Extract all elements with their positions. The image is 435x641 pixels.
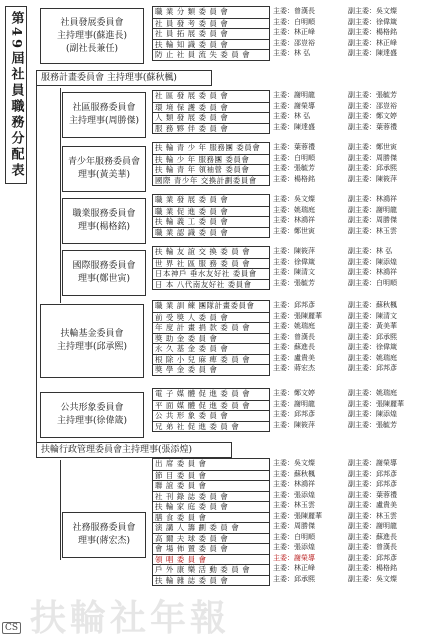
- table-row: 服 務 夥 伴 委 員 會: [153, 123, 269, 134]
- table-row: 高 爾 夫 球 委 員 會: [153, 533, 269, 544]
- table-row: 聯 誼 委 員 會: [153, 480, 269, 491]
- sub-committee-table: [152, 246, 270, 290]
- chair-list: 主委：陳筱萍 主委：徐偉箴 主委：陳清文 主委：張毓芳: [273, 247, 315, 287]
- table-row: 永 久 基 金 委 員 會: [153, 343, 269, 354]
- sub-committee-table: [152, 458, 270, 586]
- committee-box-community: 社區服務委員會 主持理事(周勝傑): [62, 92, 146, 138]
- vocational-header: 扶輪行政管理委員會主持理事(張添煌): [36, 442, 232, 458]
- table-row: 職 業 分 類 委 員 會: [155, 7, 229, 16]
- table-row: 扶 輪 家 庭 委 員 會: [153, 501, 269, 512]
- table-row: 環 境 保 護 委 員 會: [153, 102, 269, 113]
- services-header: 服務計畫委員會 主持理事(蘇秋楓): [36, 70, 212, 86]
- table-row: 平 面 媒 體 促 進 委 員 會: [153, 400, 269, 411]
- table-row: 扶 輪 義 工 委 員 會: [153, 216, 269, 227]
- vice-chair-list: 副主委：張毓芳 副主委：邵豈裕 副主委：鄭文婷 副主委：葉蓉禮: [348, 91, 397, 131]
- sub-committee-table: [152, 194, 270, 238]
- table-row: 職 業 發 展 委 員 會: [155, 195, 229, 204]
- table-row: 前 受 獎 人 委 員 會: [153, 312, 269, 323]
- table-row: 年 度 計 畫 捐 款 委 員 會: [153, 322, 269, 333]
- vice-chair-list: 副主委：林鴻祥 副主委：謝明龍 副主委：周勝傑 副主委：林玉雲: [348, 195, 397, 235]
- committee-box-club-service: 社務服務委員會 理事(蔣宏杰): [62, 512, 146, 558]
- table-row: 職 業 訓 練 團隊計畫委員會: [155, 301, 255, 310]
- table-row: 會 場 佈 置 委 員 會: [153, 543, 269, 554]
- page-title: 第49屆社員職務分配表: [5, 6, 27, 184]
- chair-list: 主委：邱邦彥 主委：張陳麗華 主委：姚瑞庭 主委：曾漢長 主委：蘇進長 主委：盧貴美 主委：蔣宏杰: [273, 301, 322, 372]
- table-row: 扶 輪 青 少 年 服務團 委員會: [155, 143, 261, 152]
- committee-box-international: 國際服務委員會 理事(鄭世寅): [62, 250, 146, 296]
- vice-chair-list: 副主委：鄭世寅 副主委：周勝傑 副主委：邱承熙 副主委：陳筱萍: [348, 143, 397, 183]
- sub-committee-table: [152, 388, 270, 432]
- vice-chair-list: 副主委：蘇秋楓 副主委：陳清文 副主委：黃美華 副主委：邱承熙 副主委：徐偉箴 副主委：姚瑞庭 副主委：邱邦彥: [348, 301, 397, 372]
- table-row: 扶 輪 青 年 領袖營 委員會: [153, 164, 269, 175]
- watermark: 扶輪社年報: [30, 597, 231, 639]
- table-row: 職 業 認 識 委 員 會: [153, 227, 269, 238]
- table-row: 世 界 社 區 服 務 委 員 會: [153, 258, 269, 269]
- table-row: 社 員 發 考 委 員 會: [153, 18, 269, 29]
- table-row: 日 本 八代南友好社 委員會: [153, 279, 269, 290]
- chair-list: 主委：鄭文婷 主委：謝明龍 主委：邱邦彥 主委：陳筱萍: [273, 389, 315, 429]
- table-row: 兄 弟 社 促 進 委 員 會: [153, 421, 269, 432]
- chair-list: 主委：謝明龍 主委：謝榮導 主委：林 弘 主委：陳達盛: [273, 91, 315, 131]
- table-row: 獎 助 金 委 員 會: [153, 333, 269, 344]
- table-row: 扶 輪 友 誼 交 換 委 員 會: [155, 247, 251, 256]
- cs-badge-icon: CS: [2, 622, 21, 634]
- table-row: 扶 輪 知 識 委 員 會: [153, 39, 269, 50]
- table-row: 公 共 形 象 委 員 會: [153, 410, 269, 421]
- chair-list: 主委：吳文燦 主委：蘇秋楓 主委：林鴻祥 主委：張添煌 主委：林玉雲 主委：張陳麗華 主委：周勝傑 主委：白明順 主委：張添煌 主委：謝榮導 主委：林正峰 主委：邱承熙: [273, 459, 322, 583]
- sub-committee-table: [152, 142, 270, 186]
- table-row: 出 席 委 員 會: [155, 459, 207, 468]
- table-row: 社 刊 錄 誌 委 員 會: [153, 491, 269, 502]
- chair-list: 主委：葉蓉禮 主委：白明順 主委：張毓芳 主委：楊格銘: [273, 143, 315, 183]
- committee-box-membership: 社員發展委員會 主持理事(蘇進長) (副社長兼任): [40, 8, 144, 64]
- table-row: 膳 食 委 員 會: [153, 512, 269, 523]
- table-row: 電 子 媒 體 促 進 委 員 會: [155, 389, 251, 398]
- table-row: 演 講 人 籌 劃 委 員 會: [153, 522, 269, 533]
- committee-box-vocational: 職業服務委員會 理事(楊格銘): [62, 198, 146, 244]
- committee-box-youth: 青少年服務委員會 理事(黃美華): [62, 146, 146, 192]
- table-row: 根 除 小 兒 麻 痺 委 員 會: [153, 354, 269, 365]
- connector-line: [36, 82, 37, 452]
- table-row: 扶 輪 雜 誌 委 員 會: [153, 575, 269, 586]
- table-row: 社 區 發 展 委 員 會: [155, 91, 229, 100]
- connector-line: [60, 460, 61, 560]
- vice-chair-list: 副主委：林 弘 副主委：陳添煌 副主委：林鴻祥 副主委：白明順: [348, 247, 397, 287]
- table-row: 職 業 促 進 委 員 會: [153, 206, 269, 217]
- vice-chair-list: 副主委：姚瑞庭 副主委：張陳麗華 副主委：陳添煌 副主委：張毓芳: [348, 389, 404, 429]
- committee-box-foundation: 扶輪基金委員會 主持理事(邱承熙): [40, 304, 144, 378]
- sub-committee-table: [152, 90, 270, 134]
- committee-box-public-image: 公共形象委員會 主持理事(徐偉箴): [40, 392, 144, 438]
- table-row: 防 止 社 員 流 失 委 員 會: [153, 49, 269, 60]
- table-row: 獎 學 金 委 員 會: [153, 364, 269, 375]
- vice-chair-list: 副主委：謝榮導 副主委：邱邦彥 副主委：邱邦彥 副主委：葉蓉禮 副主委：盧貴美 副主委：林玉雲 副主委：謝明龍 副主委：蘇進長 副主委：曾漢長 副主委：邱邦彥 副主委：楊格銘 副主委：吳文燦: [348, 459, 397, 583]
- table-row: 人 類 發 展 委 員 會: [153, 112, 269, 123]
- sub-committee-table: [152, 6, 270, 61]
- table-row: 扶 輪 少 年 服務團 委員會: [153, 154, 269, 165]
- table-row: 戶 外 康 樂 活 動 委 員 會: [153, 564, 269, 575]
- table-row: 國際 青少年 交換計劃委員會: [153, 175, 269, 186]
- chair-list: 主委：曾漢長 主委：白明順 主委：林正峰 主委：邵豈裕 主委：林 弘: [273, 7, 315, 57]
- chair-list: 主委：吳文燦 主委：姚瑞庭 主委：林鴻祥 主委：鄭世寅: [273, 195, 315, 235]
- table-row: 社 員 拓 展 委 員 會: [153, 28, 269, 39]
- table-row: 節 目 委 員 會: [153, 470, 269, 481]
- connector-line: [60, 88, 61, 303]
- table-row-selected: 領 唱 委 員 會: [153, 554, 269, 565]
- vice-chair-list: 副主委：吳文燦 副主委：徐偉箴 副主委：楊格銘 副主委：林正峰 副主委：陳達盛: [348, 7, 397, 57]
- table-row: 日本神戶 垂水友好社 委員會: [153, 268, 269, 279]
- sub-committee-table: [152, 300, 270, 376]
